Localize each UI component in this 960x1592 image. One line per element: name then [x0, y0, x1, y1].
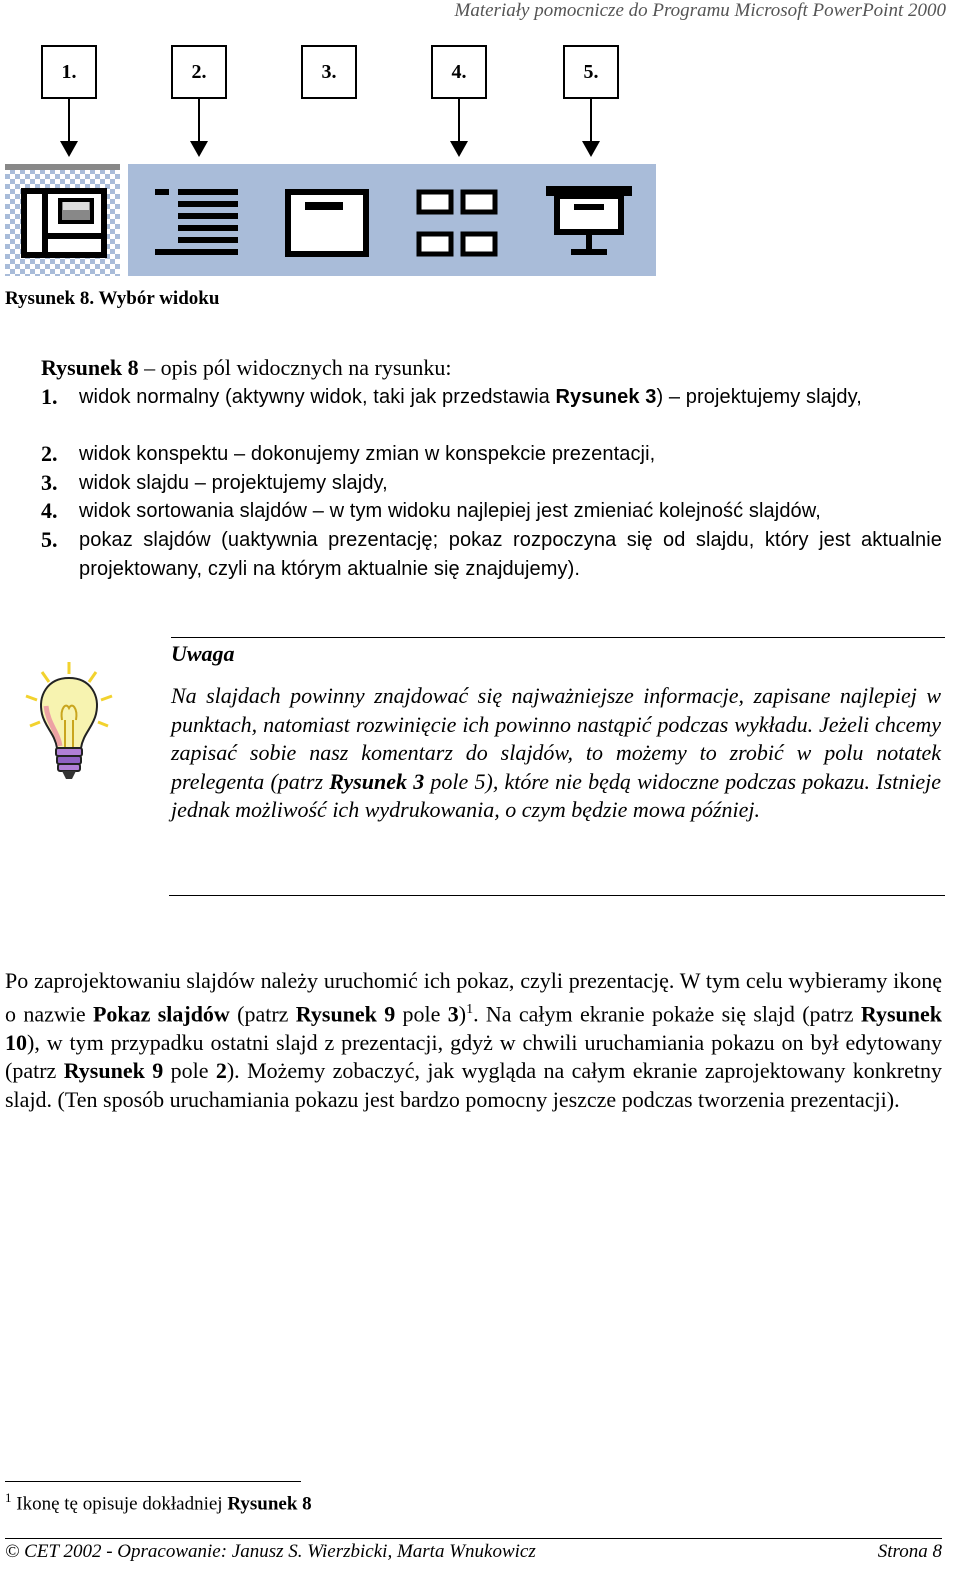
- note-top-rule: [171, 637, 945, 638]
- list-number: 1.: [41, 384, 58, 409]
- arrow-1: [68, 99, 70, 144]
- list-item-2: [41, 440, 942, 469]
- list-item-4: [41, 497, 942, 526]
- arrow-head-1: [60, 141, 78, 157]
- note-title: Uwaga: [171, 641, 235, 666]
- figure-ref: Rysunek 3: [329, 768, 425, 794]
- footnote: $^1$ Ikonę tę opisuje dokładniej Rysunek 8: [5, 1490, 312, 1515]
- list-text: widok slajdu – projektujemy slajdy,: [79, 472, 388, 494]
- page-number: Strona 8: [877, 1541, 942, 1562]
- arrow-2: [198, 99, 200, 144]
- light-bulb-icon: [22, 660, 117, 785]
- label-box-2: 2.: [171, 45, 227, 99]
- footnote-marker: 1: [466, 1001, 474, 1017]
- label-box-4: 4.: [431, 45, 487, 99]
- footnote-rule: [5, 1481, 301, 1482]
- intro-text: – opis pól widocznych na rysunku:: [138, 355, 452, 380]
- figure-ref: Rysunek 3: [555, 386, 657, 408]
- list-text: widok konspektu – dokonujemy zmian w konspekcie prezentacji,: [79, 443, 656, 465]
- arrow-5: [590, 99, 592, 144]
- list-text: widok sortowania slajdów – w tym widoku najlepiej jest zmieniać kolejność slajdów,: [79, 500, 821, 522]
- intro-ref: Rysunek 8: [41, 355, 139, 380]
- page-footer: [5, 1541, 942, 1563]
- list-number: 5.: [41, 527, 58, 552]
- arrow-head-4: [450, 141, 468, 157]
- list-item-1: [41, 383, 942, 412]
- view-toolbar: [5, 164, 656, 276]
- list-text: widok normalny (aktywny widok, taki jak przedstawia Rysunek 3) – projektujemy slajdy,: [79, 386, 862, 408]
- slide-view-icon[interactable]: [288, 192, 366, 254]
- figure-caption: Rysunek 8. Wybór widoku: [5, 288, 220, 309]
- note-body: Na slajdach powinny znajdować się najważniejsze informacje, zapisane najlepiej w punktach, natomiast rozwinięcie ich powinno nastąpić podczas wykładu. Jeżeli chcemy zapisać sobie nasz komentarz do slajdów, to możemy to zrobić w polu notatek prelegenta (patrz Rysunek 3 pole 5), które nie będą widoczne podczas pokazu. Istnieje jednak możliwość ich wydrukowania, o czym będzie mowa później.: [171, 683, 941, 823]
- arrow-head-5: [582, 141, 600, 157]
- list-item-5: [41, 526, 942, 583]
- normal-view-icon[interactable]: [5, 164, 120, 276]
- running-header: Materiały pomocnicze do Programu Microsoft PowerPoint 2000: [454, 0, 946, 21]
- label-box-5: 5.: [563, 45, 619, 99]
- label-box-3: 3.: [301, 45, 357, 99]
- list-item-3: [41, 469, 942, 498]
- list-text: pokaz slajdów (uaktywnia prezentację; pokaz rozpoczyna się od slajdu, który jest aktualnie projektowany, czyli na którym aktualnie się znajdujemy).: [79, 529, 942, 580]
- note-bottom-rule: [169, 895, 945, 896]
- list-intro: [41, 354, 452, 383]
- body-paragraph: Po zaprojektowaniu slajdów należy uruchomić ich pokaz, czyli prezentację. W tym celu wybieramy ikonę o nazwie Pokaz slajdów (patrz Rysunek 9 pole 3)$^1$. Na całym ekranie pokaże się slajd (patrz Rysunek 10), w tym przypadku ostatni slajd z prezentacji, gdyż w chwili uruchamiania pokazu on był edytowany (patrz Rysunek 9 pole 2). Możemy zobaczyć, jak wygląda na całym ekranie zaprojektowany konkretny slajd. (Ten sposób uruchamiania pokazu jest bardzo pomocny jeszcze podczas tworzenia prezentacji).: [5, 968, 942, 1112]
- footer-rule: [5, 1538, 942, 1539]
- footer-credits: © CET 2002 - Opracowanie: Janusz S. Wierzbicki, Marta Wnukowicz: [5, 1541, 536, 1562]
- list-number: 4.: [41, 498, 58, 523]
- arrow-head-2: [190, 141, 208, 157]
- list-number: 3.: [41, 470, 58, 495]
- arrow-4: [458, 99, 460, 144]
- label-box-1: 1.: [41, 45, 97, 99]
- list-number: 2.: [41, 441, 58, 466]
